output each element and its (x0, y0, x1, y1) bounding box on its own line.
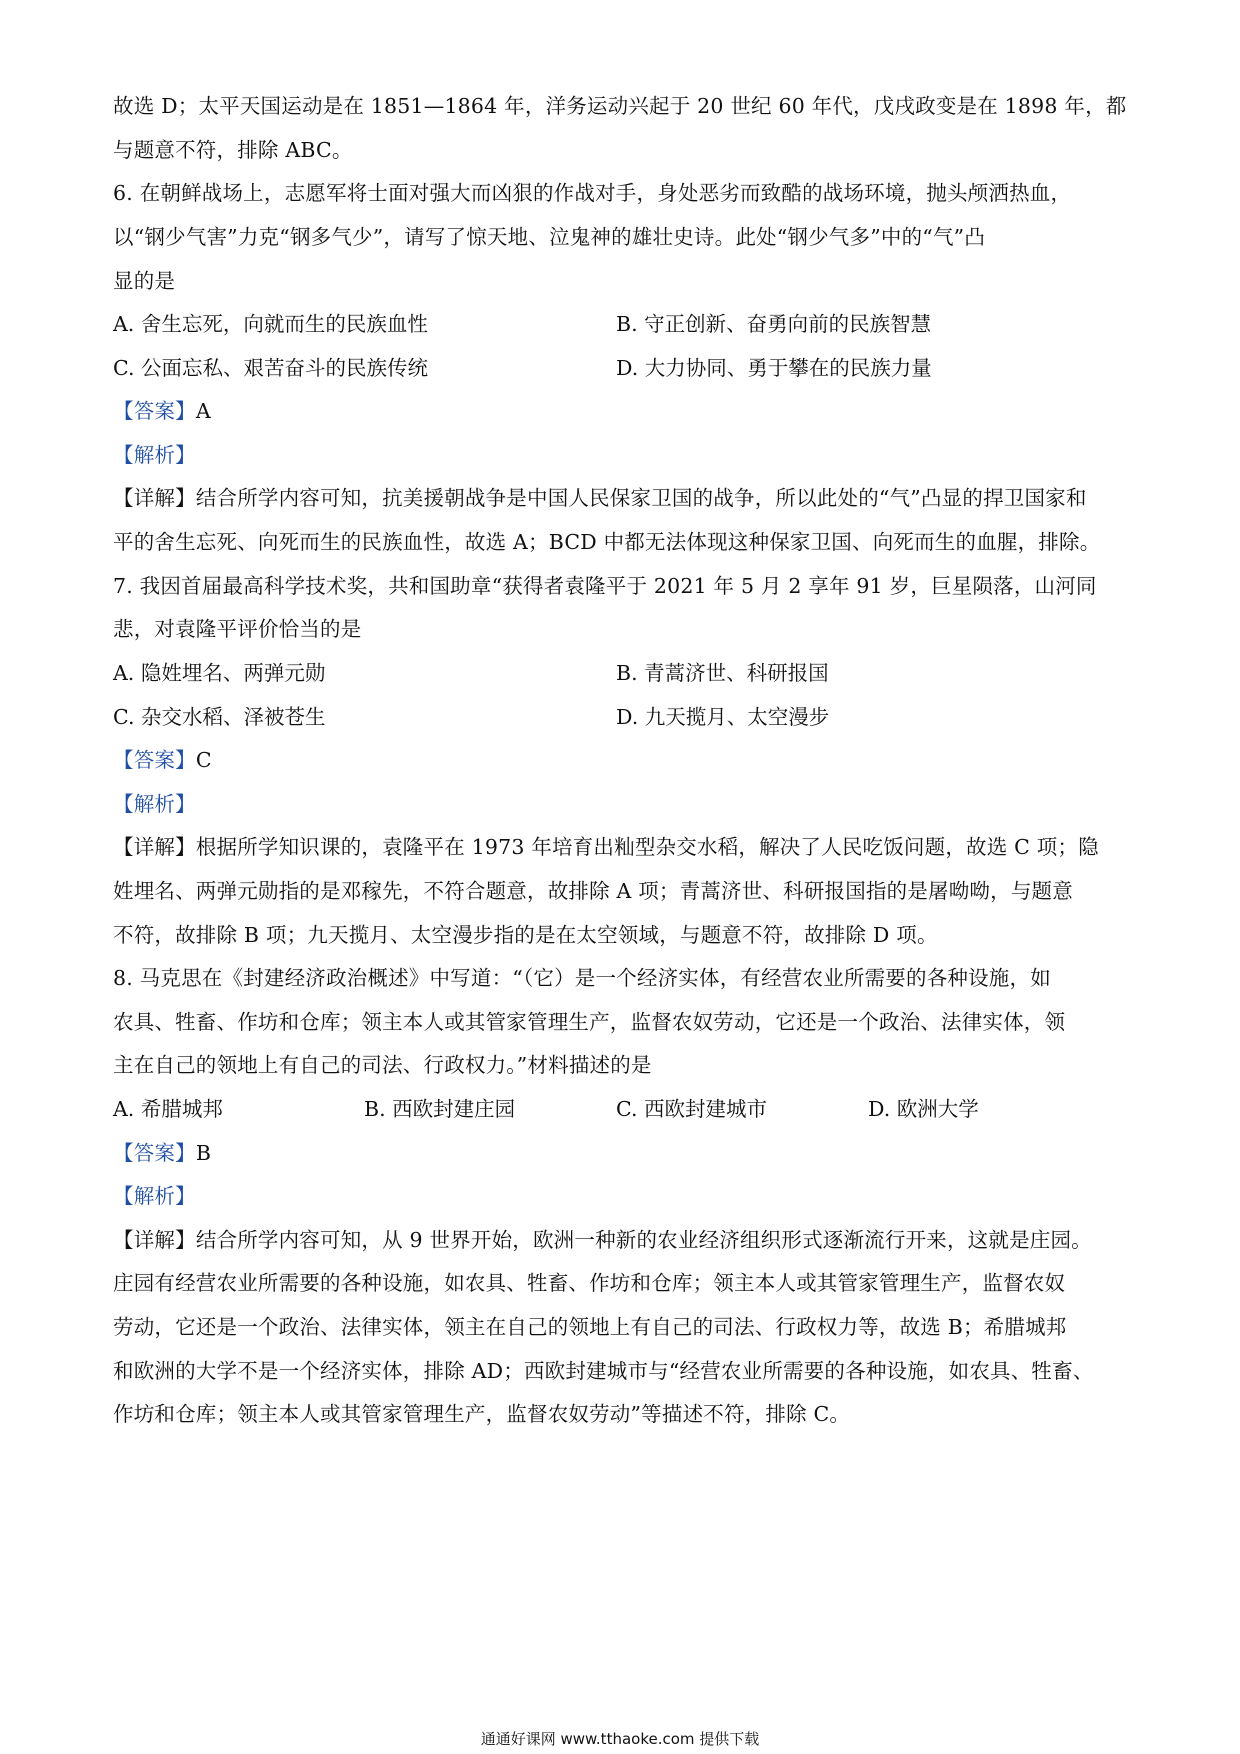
explanation-text: 结合所学内容可知，抗美援朝战争是中国人民保家卫国的战争，所以此处的“气”凸显的捍卫国家和 (195, 486, 1087, 510)
answer-tag: 【答案】 (113, 748, 196, 772)
question-8-explanation: 庄园有经营农业所需要的各种设施，如农具、牲畜、作坊和仓库；领主本人或其管家管理生产，监督农奴 (113, 1271, 1066, 1295)
question-8-explanation: 和欧洲的大学不是一个经济实体，排除 AD；西欧封建城市与“经营农业所需要的各种设施，如农具、牲畜、 (113, 1359, 1094, 1383)
question-6-option-a: A. 舍生忘死，向就而生的民族血性 (113, 312, 428, 336)
explanation-text: 根据所学知识课的，袁隆平在 1973 年培育出籼型杂交水稻，解决了人民吃饭问题，故选 C 项；隐 (195, 835, 1099, 859)
explanation-tag: 【详解】 (113, 1228, 196, 1252)
question-6-option-d: D. 大力协同、勇于攀在的民族力量 (616, 356, 932, 380)
question-7-explanation: 不符，故排除 B 项；九天揽月、太空漫步指的是在太空领域，与题意不符，故排除 D 项。 (113, 923, 938, 947)
question-8-explanation: 劳动，它还是一个政治、法律实体，领主在自己的领地上有自己的司法、行政权力等，故选 B；希腊城邦 (113, 1315, 1067, 1339)
question-8-option-d: D. 欧洲大学 (868, 1097, 979, 1121)
explanation-tag: 【详解】 (113, 835, 196, 859)
question-7-option-d: D. 九天揽月、太空漫步 (616, 705, 830, 729)
question-6-option-b: B. 守正创新、奋勇向前的民族智慧 (616, 312, 932, 336)
explanation-text: 结合所学内容可知，从 9 世界开始，欧洲一种新的农业经济组织形式逐渐流行开来，这就是庄园。 (195, 1228, 1092, 1252)
question-7-analysis-tag: 【解析】 (113, 792, 196, 816)
question-7-explanation (113, 832, 1099, 862)
question-7-option-c: C. 杂交水稻、泽被苍生 (113, 705, 326, 729)
question-7-stem: 悲，对袁隆平评价恰当的是 (113, 617, 362, 641)
question-8-stem: 农具、牲畜、作坊和仓库；领主本人或其管家管理生产，监督农奴劳动，它还是一个政治、法律实体，领 (113, 1010, 1066, 1034)
question-8-stem: 主在自己的领地上有自己的司法、行政权力。”材料描述的是 (113, 1053, 652, 1077)
question-8-option-a: A. 希腊城邦 (113, 1097, 223, 1121)
question-8-explanation (113, 1225, 1092, 1255)
question-7-stem: 7. 我因首届最高科学技术奖，共和国助章“获得者袁隆平于 2021 年 5 月 2 享年 91 岁，巨星陨落，山河同 (113, 574, 1097, 598)
question-8-answer (113, 1138, 211, 1168)
question-7-answer (113, 745, 212, 775)
page-footer: 通通好课网 www.tthaoke.com 提供下载 (480, 1730, 760, 1748)
question-7-option-a: A. 隐姓埋名、两弹元勋 (113, 661, 326, 685)
question-6-option-c: C. 公面忘私、艰苦奋斗的民族传统 (113, 356, 428, 380)
question-7-option-b: B. 青蒿济世、科研报国 (616, 661, 829, 685)
text-line: 与题意不符，排除 ABC。 (113, 138, 353, 162)
question-8-stem: 8. 马克思在《封建经济政治概述》中写道：“（它）是一个经济实体，有经营农业所需要的各种设施，如 (113, 966, 1051, 990)
question-8-option-b: B. 西欧封建庄园 (364, 1097, 516, 1121)
question-7-explanation: 姓埋名、两弹元勋指的是邓稼先，不符合题意，故排除 A 项；青蒿济世、科研报国指的是屠呦呦，与题意 (113, 879, 1073, 903)
explanation-tag: 【详解】 (113, 486, 196, 510)
question-6-stem: 6. 在朝鲜战场上，志愿军将士面对强大而凶狠的作战对手，身处恶劣而致酷的战场环境，抛头颅洒热血， (113, 181, 1072, 205)
question-6-explanation: 平的舍生忘死、向死而生的民族血性，故选 A；BCD 中都无法体现这种保家卫国、向死而生的血腥，排除。 (113, 530, 1101, 554)
question-6-answer (113, 396, 211, 426)
question-8-analysis-tag: 【解析】 (113, 1184, 196, 1208)
text-line: 故选 D；太平天国运动是在 1851—1864 年，洋务运动兴起于 20 世纪 60 年代，戊戌政变是在 1898 年，都 (113, 94, 1127, 118)
question-6-stem: 以“钢少气害”力克“钢多气少”，请写了惊天地、泣鬼神的雄壮史诗。此处“钢少气多”中的“气”凸 (113, 225, 986, 249)
question-6-analysis-tag: 【解析】 (113, 443, 196, 467)
question-8-explanation: 作坊和仓库；领主本人或其管家管理生产，监督农奴劳动”等描述不符，排除 C。 (113, 1402, 851, 1426)
answer-value: B (195, 1141, 212, 1165)
question-8-option-c: C. 西欧封建城市 (616, 1097, 767, 1121)
question-6-stem: 显的是 (113, 269, 176, 293)
answer-tag: 【答案】 (113, 1141, 196, 1165)
answer-value: A (195, 399, 211, 423)
answer-value: C (195, 748, 212, 772)
question-6-explanation (113, 483, 1087, 513)
answer-tag: 【答案】 (113, 399, 196, 423)
